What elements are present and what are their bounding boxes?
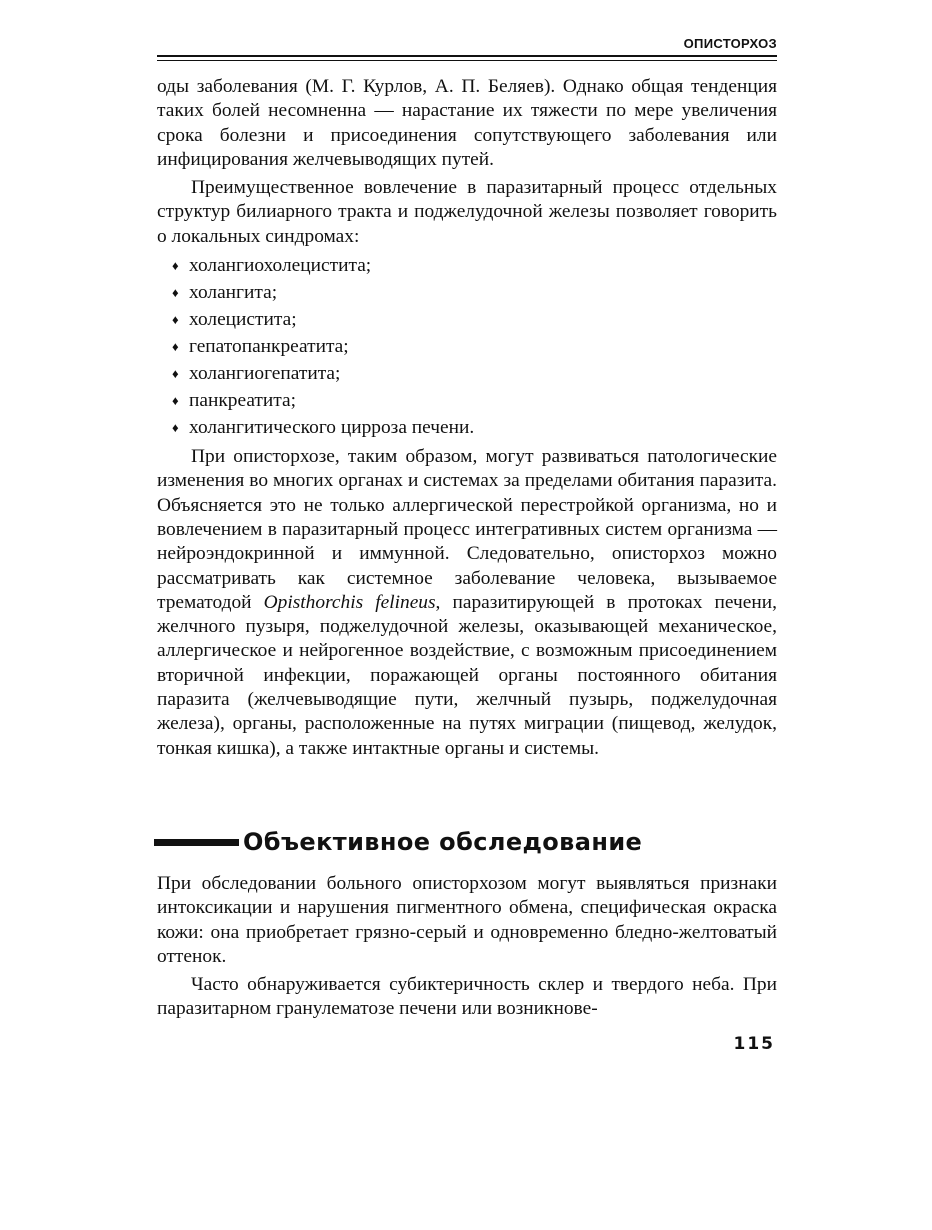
paragraph-continued: оды заболевания (М. Г. Курлов, А. П. Беляев). Однако общая тенденция таких болей несомненна — нарастание их тяжести по мере увеличения срока болезни и присоединения сопутствующего заболевания или инфицирования желчевыводящих путей. [157, 76, 777, 170]
list-item: ♦ холангиохолецистита; [189, 252, 777, 279]
diamond-bullet-icon: ♦ [172, 366, 179, 382]
section-heading-text: Объективное обследование [243, 828, 643, 856]
heading-bar [154, 839, 239, 846]
diamond-bullet-icon: ♦ [172, 339, 179, 355]
paragraph-examination: При обследовании больного описторхозом могут выявляться признаки интоксикации и нарушения пигментного обмена, специфическая окраска кожи: она приобретает грязно-серый и одновременно бледно-желтоватый оттенок. [157, 873, 777, 967]
diamond-bullet-icon: ♦ [172, 258, 179, 274]
section-heading [154, 828, 642, 856]
paragraph-local-syndromes: Преимущественное вовлечение в паразитарный процесс отдельных структур билиарного тракта и поджелудочной железы позволяет говорить о локальных синдромах: [157, 177, 777, 247]
diamond-bullet-icon: ♦ [172, 420, 179, 436]
header-rule [157, 55, 777, 57]
list-item: ♦ холангиогепатита; [189, 360, 777, 387]
syndrome-list [157, 252, 777, 441]
list-item: ♦ холангита; [189, 279, 777, 306]
paragraph-subicterus: Часто обнаруживается субиктеричность склер и твердого неба. При паразитарном гранулематозе печени или возникнове- [157, 974, 777, 1020]
main-text [157, 75, 777, 761]
list-item: ♦ холецистита; [189, 306, 777, 333]
header-rule-thin [157, 60, 777, 61]
paragraph-systemic-disease: При описторхозе, таким образом, могут развиваться патологические изменения во многих органах и системах за пределами обитания паразита. Объясняется это не только аллергической перестройкой организма, но и вовлечением в паразитарный процесс интегративных систем организма — нейроэндокринной и иммунной. Следовательно, описторхоз можно рассматривать как системное заболевание человека, вызываемое трематодой Opisthorchis felineus, паразитирующей в протоках печени, желчного пузыря, поджелудочной железы, оказывающей механическое, аллергическое и нейрогенное воздействие, с возможным присоединением вторичной инфекции, поражающей органы постоянного обитания паразита (желчевыводящие пути, желчный пузырь, поджелудочная железа), органы, расположенные на путях миграции (пищевод, желудок, тонкая кишка), а также интактные органы и системы. [157, 446, 777, 759]
list-item: ♦ панкреатита; [189, 387, 777, 414]
section-text [157, 872, 777, 1022]
diamond-bullet-icon: ♦ [172, 312, 179, 328]
page-number: 115 [733, 1034, 775, 1054]
list-item: ♦ гепатопанкреатита; [189, 333, 777, 360]
list-item: ♦ холангитического цирроза печени. [189, 414, 777, 441]
diamond-bullet-icon: ♦ [172, 285, 179, 301]
species-name: Opisthorchis felineus [263, 591, 436, 613]
running-head: ОПИСТОРХОЗ [683, 36, 777, 51]
diamond-bullet-icon: ♦ [172, 393, 179, 409]
